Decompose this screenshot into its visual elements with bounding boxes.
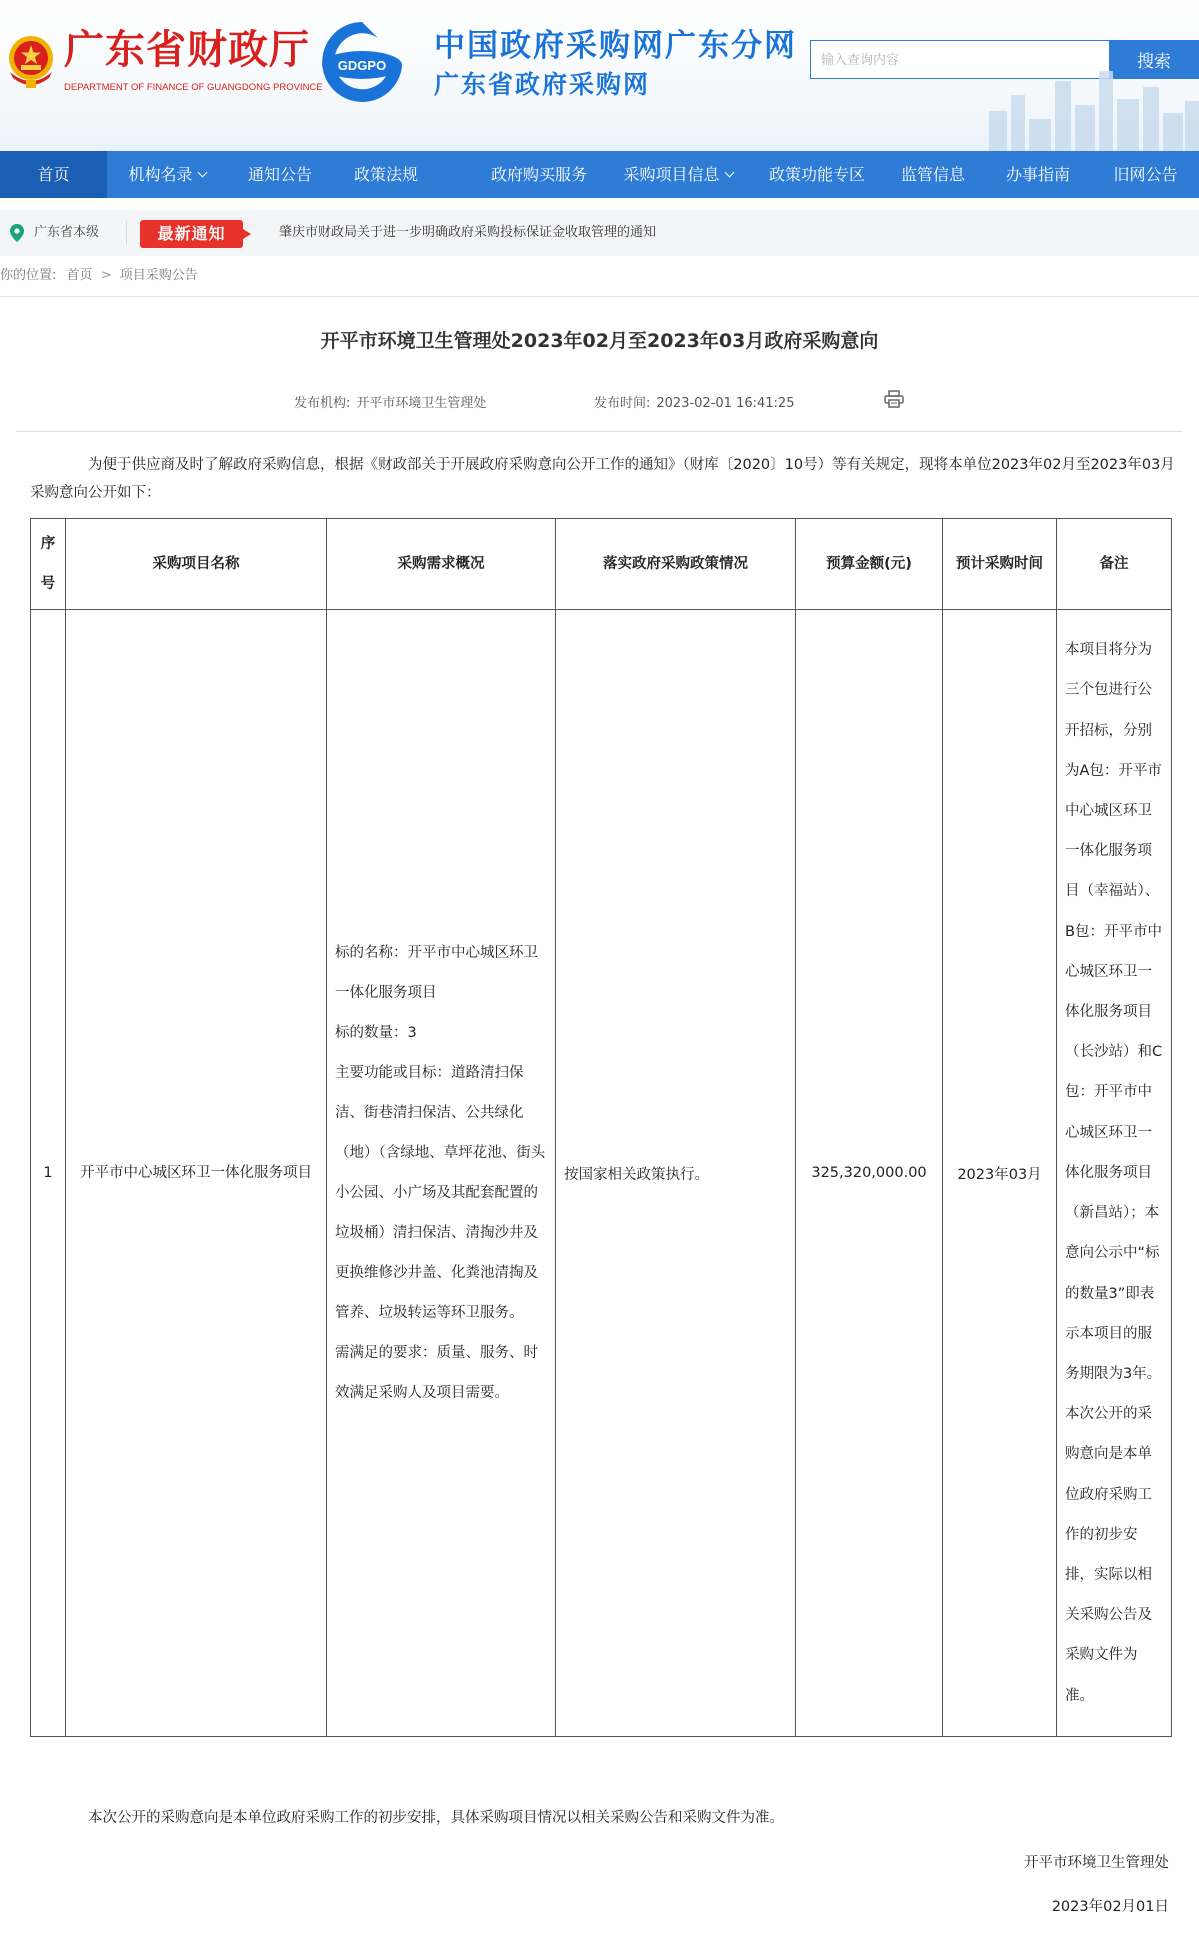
breadcrumb [0,266,198,286]
publisher-meta [294,392,486,411]
nav-notices[interactable] [227,151,333,198]
nav-home-label: 首页 [37,165,70,184]
nav-old-notices[interactable] [1092,151,1199,198]
publish-time-value: 2023-02-01 16:41:25 [656,396,795,411]
chevron-down-icon [197,168,207,178]
publisher-label: 发布机构: [294,396,351,411]
header-policy: 落实政府采购政策情况 [556,519,796,610]
cell-remark: 本项目将分为三个包进行公开招标，分别为A包：开平市中心城区环卫一体化服务项目（幸福站）、B包：开平市中心城区环卫一体化服务项目（长沙站）和C包：开平市中心城区环卫一体化服务项目（新昌站）；本意向公示中“标的数量3”即表示本项目的服务期限为3年。 本次公开的采购意向是本单位政府采购工作的初步安排，实际以相关采购公告及采购文件为准。 [1057,610,1172,1737]
intro-paragraph: 为便于供应商及时了解政府采购信息，根据《财政部关于开展政府采购意向公开工作的通知》（财库〔2020〕10号）等有关规定，现将本单位2023年02月至2023年03月采购意向公开如下： [30,457,1175,501]
demand-target-quantity: 标的数量：3 [335,1025,417,1041]
latest-notice-badge: 最新通知 [140,220,243,248]
header-project-name: 采购项目名称 [66,519,327,610]
notice-bar [0,210,1199,256]
department-subtitle: DEPARTMENT OF FINANCE OF GUANGDONG PROVINCE [64,82,323,93]
site-title: 中国政府采购网广东分网 [434,28,797,64]
procurement-intention-table [30,518,1172,1737]
nav-old-notices-label: 旧网公告 [1113,165,1178,184]
table-row [31,610,1172,1737]
header-time: 预计采购时间 [943,519,1057,610]
nav-guide[interactable] [984,151,1092,198]
gdgpo-logo[interactable] [308,18,416,104]
divider [16,431,1183,432]
publish-time-label: 发布时间: [594,396,651,411]
region-label: 广东省本级 [34,225,100,240]
header-budget: 预算金额(元) [796,519,943,610]
nav-policies-label: 政策法规 [353,165,418,184]
nav-procurement-info[interactable] [604,151,752,198]
demand-target-name: 标的名称：开平市中心城区环卫一体化服务项目 [335,945,538,1001]
article-title: 开平市环境卫生管理处2023年02月至2023年03月政府采购意向 [320,330,879,352]
chevron-down-icon [724,168,734,178]
table-header-row [31,519,1172,610]
nav-policy-zone[interactable] [752,151,882,198]
breadcrumb-separator: > [100,268,112,283]
nav-org-directory[interactable] [107,151,227,198]
publisher-value: 开平市环境卫生管理处 [356,396,487,411]
location-pin-icon [10,224,24,242]
nav-org-directory-label: 机构名录 [128,165,193,184]
site-subtitle: 广东省政府采购网 [434,70,651,99]
cell-project-name: 开平市中心城区环卫一体化服务项目 [66,610,327,1737]
cell-demand [327,610,556,1737]
closing-statement: 本次公开的采购意向是本单位政府采购工作的初步安排，具体采购项目情况以相关采购公告和采购文件为准。 [88,1810,784,1826]
breadcrumb-category-link[interactable]: 项目采购公告 [119,268,198,283]
header-remark: 备注 [1057,519,1172,610]
breadcrumb-home-link[interactable]: 首页 [66,268,93,283]
nav-home[interactable] [0,151,107,198]
nav-supervision-label: 监管信息 [900,165,965,184]
search-button[interactable]: 搜索 [1109,40,1199,79]
cell-budget: 325,320,000.00 [796,610,943,1737]
nav-procurement-info-label: 采购项目信息 [623,165,720,184]
nav-supervision[interactable] [882,151,984,198]
nav-guide-label: 办事指南 [1005,165,1070,184]
nav-gov-purchase-service-label: 政府购买服务 [490,165,587,184]
sign-date: 2023年02月01日 [1051,1899,1169,1915]
nav-policy-zone-label: 政策功能专区 [768,165,865,184]
demand-function: 主要功能或目标：道路清扫保洁、街巷清扫保洁、公共绿化（地）（含绿地、草坪花池、街头小公园、小广场及其配套配置的垃圾桶）清扫保洁、清掏沙井及更换维修沙井盖、化粪池清掏及管养、垃圾转运等环卫服务。 [335,1065,546,1321]
header-no: 序号 [31,519,66,610]
gdgpo-logo-text: GDGPO [337,58,387,73]
national-emblem-icon [4,32,58,90]
site-header [0,0,1199,151]
latest-notice-link[interactable]: 肇庆市财政局关于进一步明确政府采购投标保证金收取管理的通知 [279,225,657,240]
nav-notices-label: 通知公告 [247,165,312,184]
cell-policy: 按国家相关政策执行。 [556,610,796,1737]
cell-time: 2023年03月 [943,610,1057,1737]
signer: 开平市环境卫生管理处 [1024,1855,1169,1871]
divider [126,221,127,245]
city-skyline-decoration [979,61,1199,151]
publish-time-meta [594,392,794,411]
header-demand: 采购需求概况 [327,519,556,610]
breadcrumb-label: 你的位置: [0,268,57,283]
divider [0,296,1199,297]
cell-no: 1 [31,610,66,1737]
nav-policies[interactable] [333,151,439,198]
department-title: 广东省财政厅 [64,26,310,73]
demand-requirements: 需满足的要求：质量、服务、时效满足采购人及项目需要。 [335,1345,538,1401]
print-icon[interactable] [884,390,904,408]
main-nav [0,151,1199,198]
region-selector[interactable] [0,210,126,256]
